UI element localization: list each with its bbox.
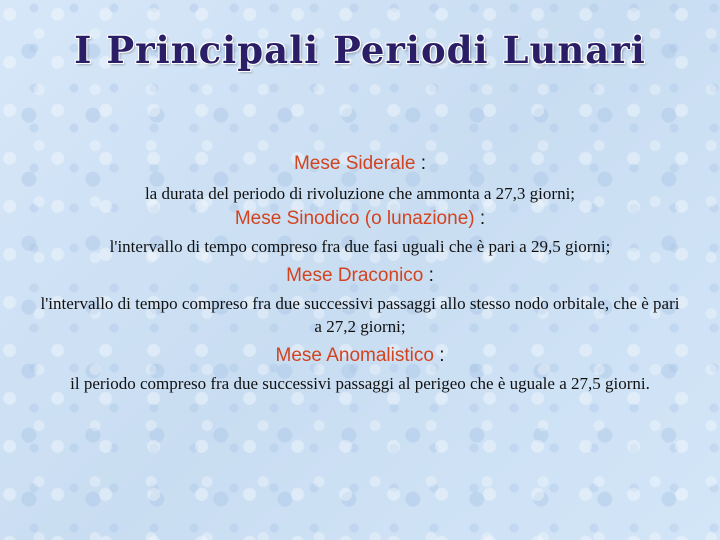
section-mese-anomalistico [40,344,680,395]
section-description: l'intervallo di tempo compreso fra due successivi passaggi allo stesso nodo orbitale, che è pari a 27,2 giorni; [40,294,680,336]
section-colon: : [415,153,426,174]
section-mese-draconico [40,264,680,338]
section-term: Mese Draconico [286,265,424,286]
section-description: il periodo compreso fra due successivi passaggi al perigeo che è uguale a 27,5 giorni. [70,374,650,393]
section-term: Mese Sinodico (o lunazione) [234,208,475,229]
section-colon: : [474,208,486,229]
section-term: Mese Siderale [293,153,416,174]
page-title: I Principali Periodi Lunari [74,28,646,72]
section-heading [40,152,680,176]
section-term: Mese Anomalistico [275,345,434,366]
section-heading [40,207,680,231]
section-heading [40,344,680,368]
section-heading [40,264,680,288]
section-mese-siderale [40,152,680,205]
content-area [40,152,680,395]
section-description: la durata del periodo di rivoluzione che ammonta a 27,3 giorni; [144,184,576,203]
section-description: l'intervallo di tempo compreso fra due fasi uguali che è pari a 29,5 giorni; [109,237,611,256]
section-colon: : [423,265,434,286]
section-mese-sinodico [40,207,680,258]
section-colon: : [433,345,445,366]
